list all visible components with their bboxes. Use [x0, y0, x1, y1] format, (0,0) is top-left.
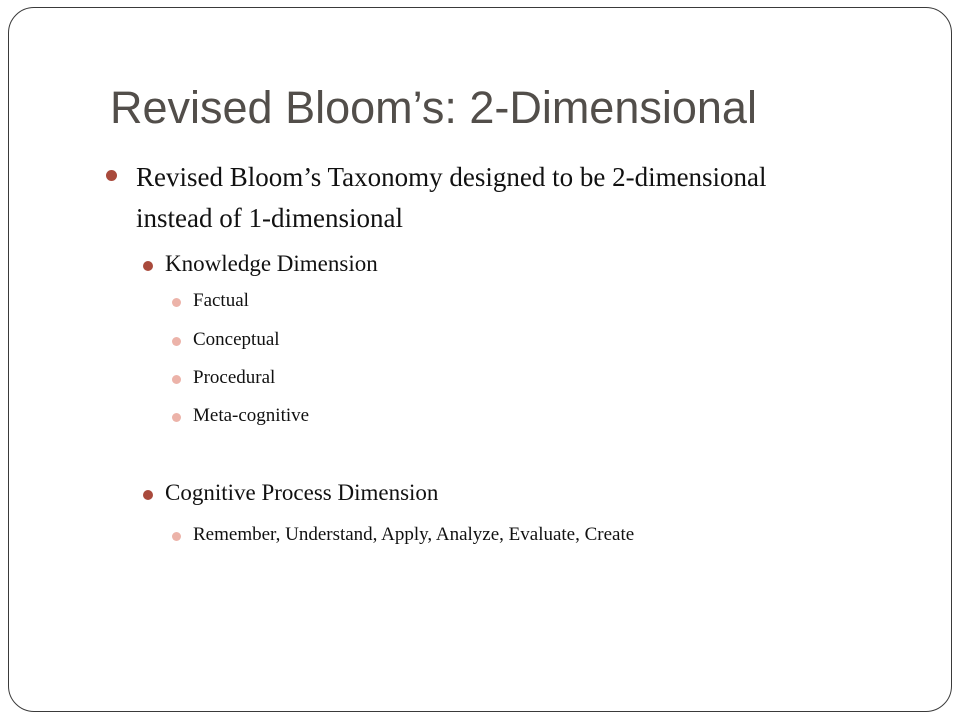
bullet-icon: [172, 337, 181, 346]
bullet-icon: [106, 170, 117, 181]
list-item-factual: Factual: [193, 290, 249, 311]
bullet-main-continued: instead of 1-dimensional: [136, 203, 403, 233]
bullet-icon: [172, 375, 181, 384]
list-item-processes: Remember, Understand, Apply, Analyze, Evaluate, Create: [193, 524, 635, 545]
bullet-icon: [172, 298, 181, 307]
bullet-icon: [143, 490, 153, 500]
bullet-icon: [172, 532, 181, 541]
slide-title: Revised Bloom’s: 2-Dimensional: [110, 82, 757, 133]
bullet-icon: [172, 413, 181, 422]
list-item-meta-cognitive: Meta-cognitive: [193, 405, 310, 426]
bullet-icon: [143, 261, 153, 271]
list-item-procedural: Procedural: [193, 367, 276, 388]
sub-bullet-knowledge: Knowledge Dimension: [165, 251, 378, 276]
sub-bullet-cognitive: Cognitive Process Dimension: [165, 480, 439, 505]
list-item-conceptual: Conceptual: [193, 329, 280, 350]
bullet-main: Revised Bloom’s Taxonomy designed to be 2-dimensional: [136, 162, 767, 192]
